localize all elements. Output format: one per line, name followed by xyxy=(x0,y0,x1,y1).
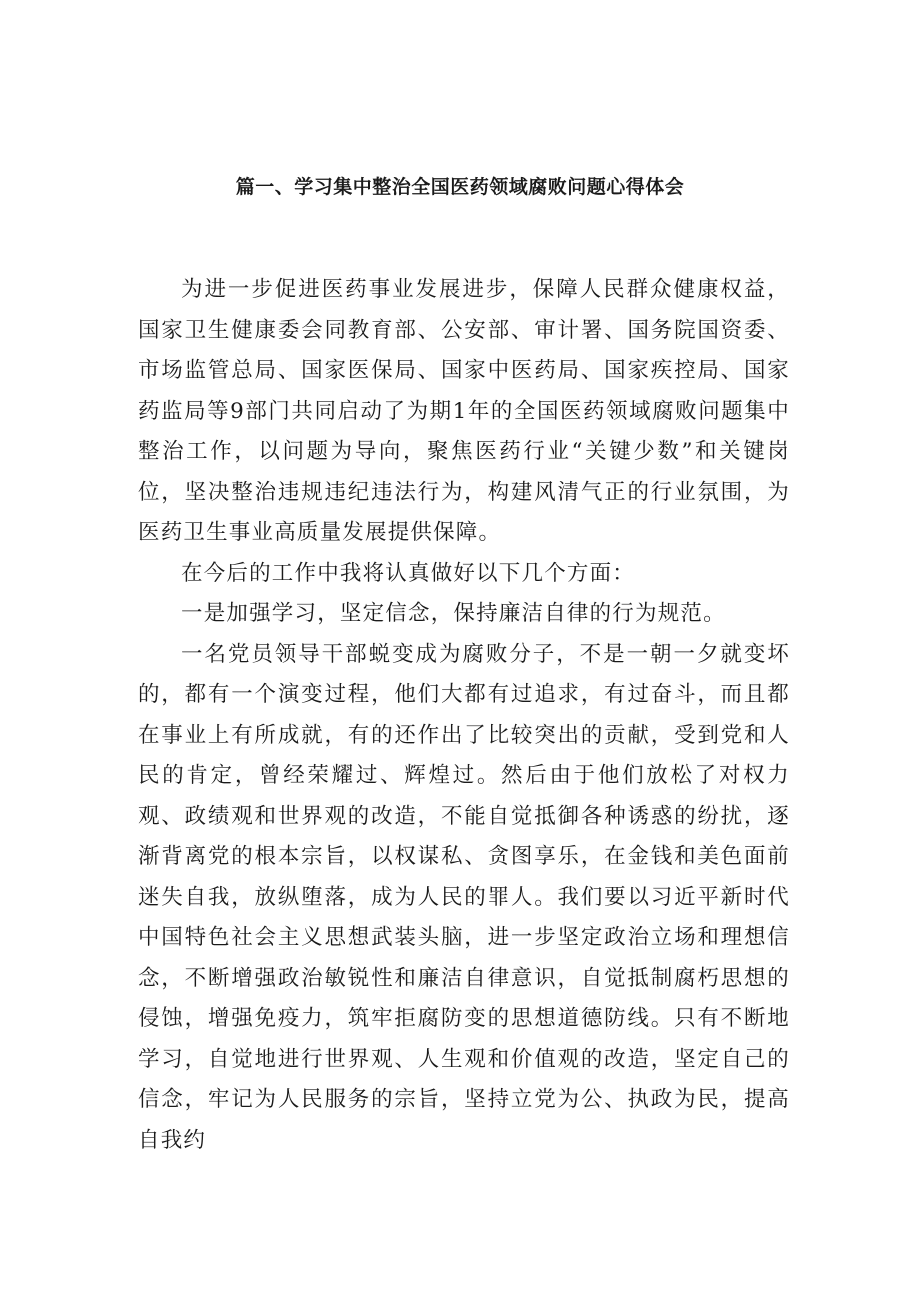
document-body xyxy=(138,270,790,1161)
paragraph-point-one: 一是加强学习，坚定信念，保持廉洁自律的行为规范。 xyxy=(181,601,726,626)
paragraph-intro: 为进一步促进医药事业发展进步，保障人民群众健康权益，国家卫生健康委会同教育部、公安部、审计署、国务院国资委、市场监管总局、国家医保局、国家中医药局、国家疾控局、国家药监局等9部门共同启动了为期1年的全国医药领域腐败问题集中整治工作，以问题为导向，聚焦医药行业“关键少数”和关键岗位，坚决整治违规违纪违法行为，构建风清气正的行业氛围，为医药卫生事业高质量发展提供保障。 xyxy=(138,277,790,545)
document-title: 篇一、学习集中整治全国医药领域腐败问题心得体会 xyxy=(235,176,685,198)
paragraph-plan: 在今后的工作中我将认真做好以下几个方面： xyxy=(181,560,636,586)
paragraph-discussion: 一名党员领导干部蜕变成为腐败分子，不是一朝一夕就变坏的，都有一个演变过程，他们大都有过追求，有过奋斗，而且都在事业上有所成就，有的还作出了比较突出的贡献，受到党和人民的肯定，曾经荣耀过、辉煌过。然后由于他们放松了对权力观、政绩观和世界观的改造，不能自觉抵御各种诱惑的纷扰，逐渐背离党的根本宗旨，以权谋私、贪图享乐，在金钱和美色面前迷失自我，放纵堕落，成为人民的罪人。我们要以习近平新时代中国特色社会主义思想武装头脑，进一步坚定政治立场和理想信念，不断增强政治敏锐性和廉洁自律意识，自觉抵制腐朽思想的侵蚀，增强免疫力，筑牢拒腐防变的思想道德防线。只有不断地学习，自觉地进行世界观、人生观和价值观的改造，坚定自己的信念，牢记为人民服务的宗旨，坚持立党为公、执政为民，提高自我约 xyxy=(138,641,790,1153)
